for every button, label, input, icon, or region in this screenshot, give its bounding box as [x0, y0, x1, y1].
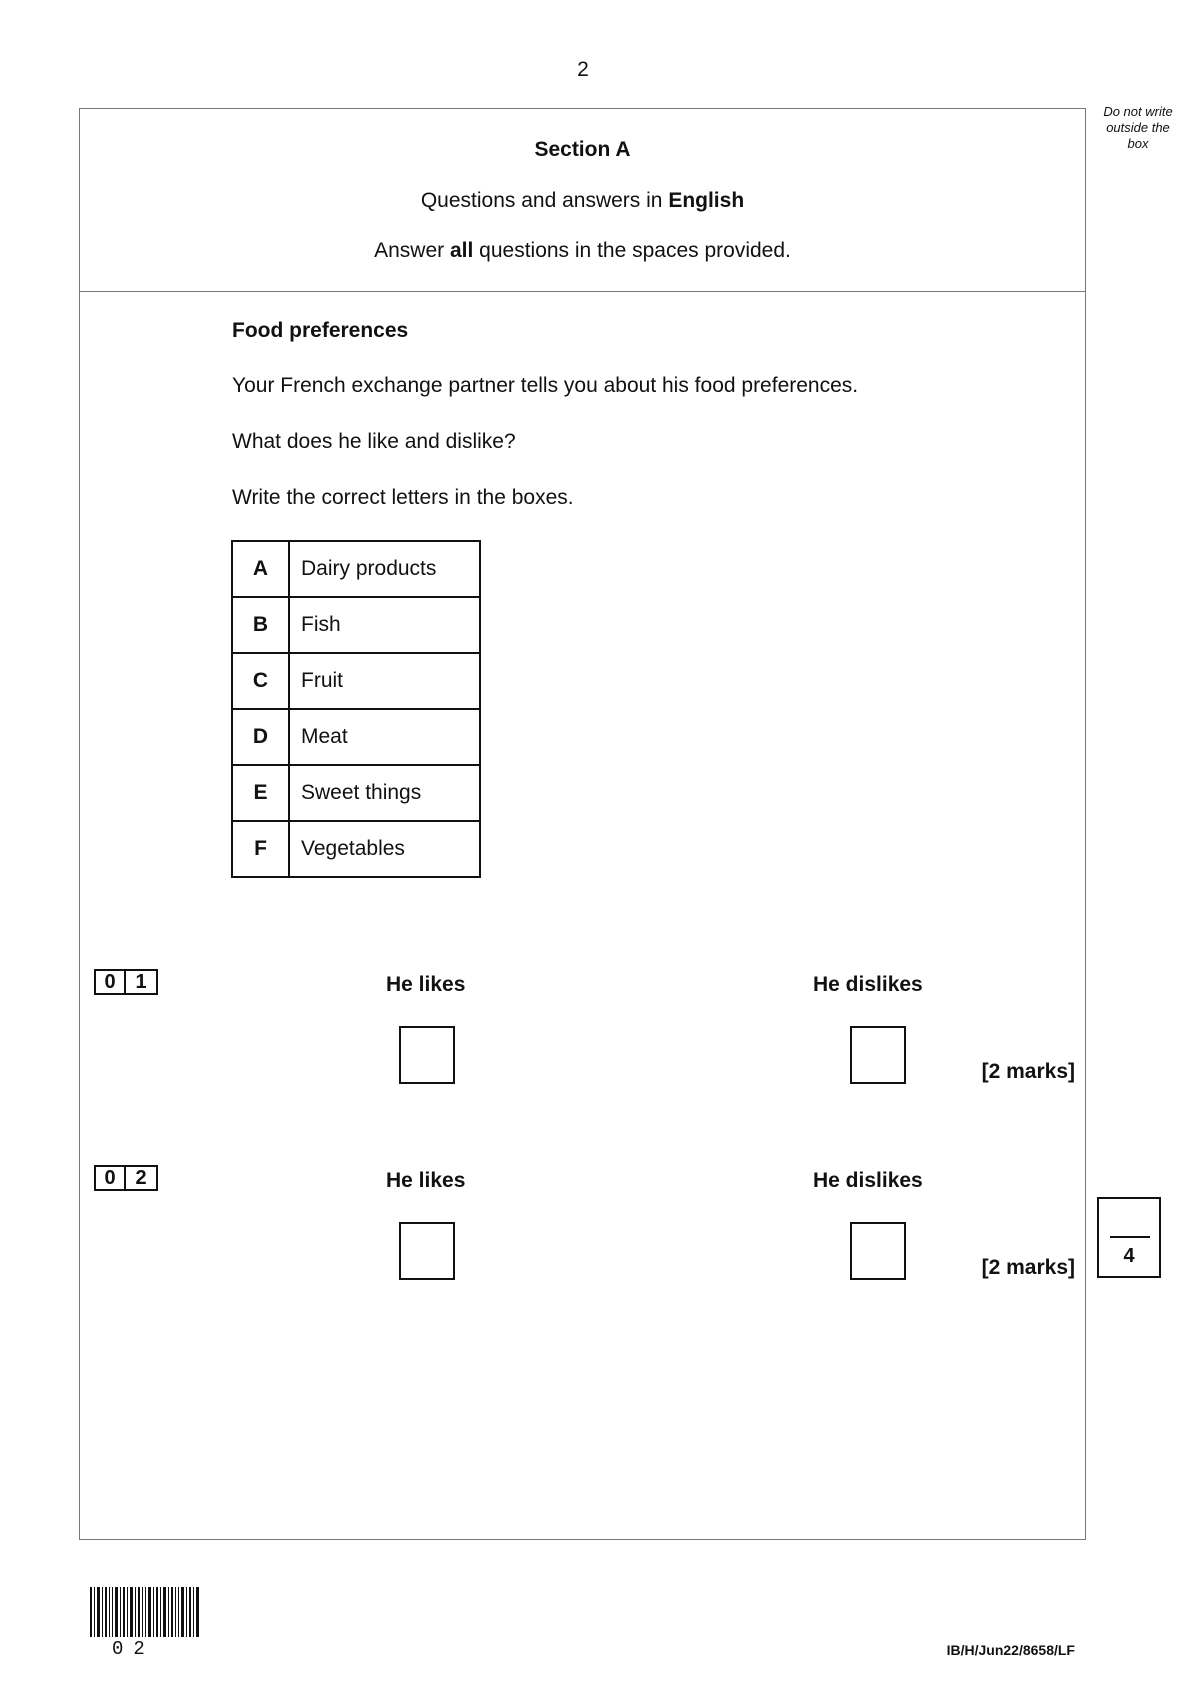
- option-letter: C: [232, 653, 289, 709]
- option-text: Vegetables: [289, 821, 480, 877]
- question-number-01: [94, 969, 158, 995]
- question-number-digit: 0: [94, 969, 126, 995]
- option-text: Fruit: [289, 653, 480, 709]
- instruction-text: questions in the spaces provided.: [473, 239, 791, 262]
- question-number-02: [94, 1165, 158, 1191]
- page-total-box: [1097, 1197, 1161, 1278]
- question-number-digit: 1: [126, 969, 158, 995]
- barcode-number: 02: [112, 1638, 155, 1660]
- instruction-emphasis: all: [449, 239, 474, 262]
- page-number: 2: [577, 58, 589, 81]
- dislikes-answer-box[interactable]: [850, 1026, 906, 1084]
- option-row: [232, 597, 480, 653]
- margin-note-line: outside the: [1106, 120, 1170, 135]
- task-heading: Food preferences: [232, 319, 409, 342]
- task-question: What does he like and dislike?: [232, 430, 516, 453]
- section-subtitle: [79, 189, 1086, 213]
- margin-note-line: box: [1127, 136, 1149, 151]
- marks-label: [2 marks]: [981, 1060, 1075, 1083]
- option-text: Sweet things: [289, 765, 480, 821]
- option-letter: A: [232, 541, 289, 597]
- question-number-digit: 0: [94, 1165, 126, 1191]
- section-divider: [79, 291, 1086, 292]
- option-row: [232, 765, 480, 821]
- margin-note-line: Do not write: [1103, 104, 1173, 119]
- subtitle-language: English: [668, 189, 745, 212]
- option-row: [232, 821, 480, 877]
- dislikes-label: He dislikes: [813, 1169, 923, 1192]
- option-text: Dairy products: [289, 541, 480, 597]
- likes-label: He likes: [386, 973, 466, 996]
- likes-label: He likes: [386, 1169, 466, 1192]
- option-letter: E: [232, 765, 289, 821]
- likes-answer-box[interactable]: [399, 1222, 455, 1280]
- question-number-digit: 2: [126, 1165, 158, 1191]
- total-marks: 4: [1123, 1245, 1135, 1267]
- option-text: Meat: [289, 709, 480, 765]
- options-table: [231, 540, 481, 878]
- dislikes-label: He dislikes: [813, 973, 923, 996]
- dislikes-answer-box[interactable]: [850, 1222, 906, 1280]
- task-intro: Your French exchange partner tells you about his food preferences.: [232, 374, 859, 397]
- barcode-icon: [90, 1587, 200, 1637]
- likes-answer-box[interactable]: [399, 1026, 455, 1084]
- total-divider: [1110, 1236, 1150, 1238]
- option-text: Fish: [289, 597, 480, 653]
- section-title: Section A: [534, 138, 631, 161]
- instruction-text: Answer: [374, 239, 450, 262]
- option-row: [232, 541, 480, 597]
- option-letter: F: [232, 821, 289, 877]
- option-row: [232, 709, 480, 765]
- paper-reference: IB/H/Jun22/8658/LF: [946, 1642, 1075, 1658]
- option-row: [232, 653, 480, 709]
- marks-label: [2 marks]: [981, 1256, 1075, 1279]
- task-instruction: Write the correct letters in the boxes.: [232, 486, 574, 509]
- option-letter: D: [232, 709, 289, 765]
- margin-note: [1094, 104, 1182, 152]
- subtitle-text: Questions and answers in: [420, 189, 669, 212]
- option-letter: B: [232, 597, 289, 653]
- section-instruction: [79, 239, 1086, 263]
